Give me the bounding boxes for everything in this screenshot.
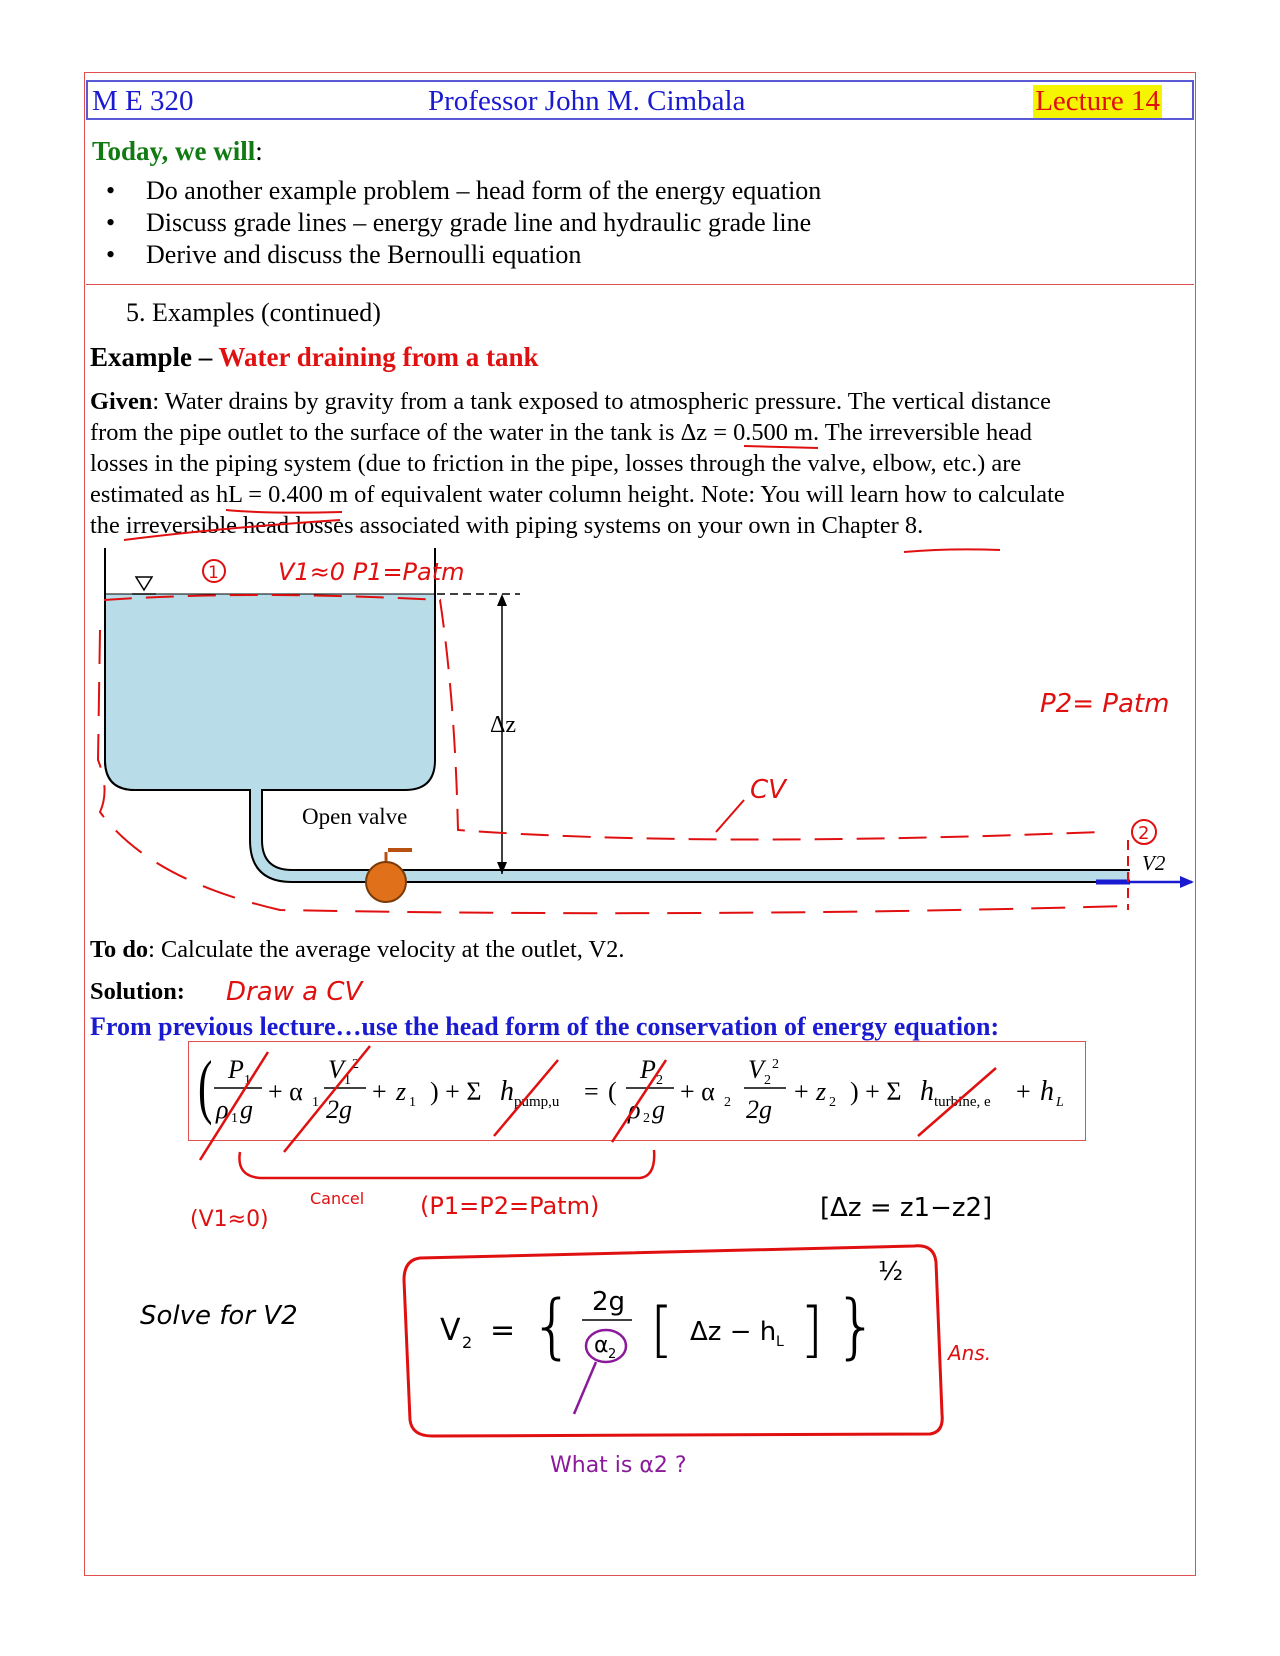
svg-text:1: 1	[344, 1073, 351, 1088]
svg-text:2: 2	[772, 1057, 779, 1072]
svg-text:2: 2	[724, 1095, 731, 1110]
svg-text:z: z	[816, 1077, 827, 1106]
svg-text:[: [	[650, 1295, 674, 1365]
svg-text:]: ]	[800, 1295, 824, 1365]
state-2-annotation: P2= Patm	[1040, 689, 1170, 719]
svg-text:+ α: + α	[680, 1077, 715, 1106]
svg-text:}: }	[834, 1285, 879, 1367]
svg-text:α: α	[594, 1333, 609, 1358]
cancel-strokes	[200, 1046, 996, 1178]
tank	[105, 548, 1130, 882]
valve-icon	[366, 850, 412, 902]
svg-text:V: V	[748, 1055, 764, 1084]
answer-equation	[440, 1257, 903, 1367]
svg-text:2: 2	[608, 1347, 617, 1362]
draw-cv-note: Draw a CV	[226, 977, 363, 1007]
cancel-note: Cancel	[310, 1189, 365, 1208]
svg-text:turbine, e: turbine, e	[934, 1094, 991, 1110]
previous-lecture-heading: From previous lecture…use the head form of the conservation of energy equation:	[90, 1012, 1000, 1041]
svg-text:+: +	[1016, 1077, 1031, 1106]
svg-text:Δz − h: Δz − h	[690, 1317, 777, 1347]
svg-text:2: 2	[462, 1333, 473, 1352]
professor-name: Professor John M. Cimbala	[428, 85, 746, 117]
delta-z-label: Δz	[490, 712, 517, 738]
svg-text:g: g	[240, 1095, 253, 1124]
svg-text:=: =	[584, 1077, 599, 1106]
svg-text:{: {	[530, 1285, 575, 1367]
state-1-annotation: V1≈0 P1=Patm	[278, 558, 465, 586]
svg-text:2: 2	[1138, 823, 1150, 844]
svg-text:2: 2	[764, 1073, 771, 1088]
svg-text:z: z	[396, 1077, 407, 1106]
svg-text:) + Σ: ) + Σ	[850, 1077, 902, 1106]
free-surface-icon	[132, 577, 156, 594]
v1-note: (V1≈0)	[190, 1207, 269, 1232]
svg-text:pump,u: pump,u	[514, 1094, 560, 1110]
cv-annotation: CV	[750, 775, 786, 805]
svg-text:+: +	[372, 1077, 387, 1106]
svg-text:V: V	[328, 1055, 344, 1084]
circled-number-2	[1132, 820, 1156, 844]
svg-text:+: +	[794, 1077, 809, 1106]
solve-note: Solve for V2	[140, 1301, 298, 1331]
svg-text:1: 1	[231, 1111, 238, 1126]
svg-text:1: 1	[409, 1095, 416, 1110]
lecture-number: Lecture 14	[1035, 85, 1160, 117]
underlines	[124, 446, 1000, 552]
today-heading: Today, we will:	[92, 136, 263, 166]
pressure-note: (P1=P2=Patm)	[420, 1192, 600, 1220]
answer-label: Ans.	[948, 1341, 992, 1365]
valve-label: Open valve	[302, 804, 408, 829]
outlet-velocity-label: V2	[1142, 851, 1166, 875]
example-title: Example – Water draining from a tank	[90, 342, 539, 372]
eq-term-p1: P	[228, 1055, 244, 1084]
svg-text:h: h	[500, 1076, 514, 1107]
course-code: M E 320	[92, 85, 194, 117]
svg-text:=: =	[490, 1313, 516, 1348]
svg-text:) + Σ: ) + Σ	[430, 1077, 482, 1106]
svg-text:+ α: + α	[268, 1077, 303, 1106]
svg-text:2: 2	[352, 1057, 359, 1072]
svg-text:V: V	[440, 1313, 461, 1348]
svg-text:g: g	[652, 1095, 665, 1124]
circled-number-1	[203, 560, 225, 583]
svg-text:½: ½	[878, 1257, 904, 1287]
svg-text:2: 2	[656, 1073, 663, 1088]
left-paren: (	[198, 1045, 213, 1126]
section-heading: 5. Examples (continued)	[126, 298, 381, 327]
solution-label: Solution:	[90, 978, 185, 1005]
svg-text:1: 1	[208, 563, 219, 583]
svg-text:1: 1	[244, 1073, 251, 1088]
svg-text:2: 2	[643, 1111, 650, 1126]
svg-text:L: L	[776, 1334, 784, 1350]
svg-text:L: L	[1056, 1095, 1064, 1110]
svg-text:P: P	[640, 1055, 656, 1084]
svg-text:ρ: ρ	[216, 1095, 229, 1124]
svg-text:h: h	[920, 1076, 934, 1107]
svg-text:(: (	[608, 1077, 617, 1106]
svg-text:2g: 2g	[326, 1095, 352, 1124]
svg-text:ρ: ρ	[628, 1095, 641, 1124]
svg-text:2g: 2g	[746, 1095, 772, 1124]
alpha-question: What is α2 ?	[550, 1453, 687, 1478]
svg-text:1: 1	[312, 1095, 319, 1110]
svg-text:2: 2	[829, 1095, 836, 1110]
svg-text:h: h	[1040, 1076, 1054, 1107]
todo-line: To do: Calculate the average velocity at the outlet, V2.	[90, 936, 625, 963]
given-paragraph: Given: Water drains by gravity from a tank exposed to atmospheric pressure. The vertical distance from the pipe outlet to the surface of the water in the tank is Δz = 0.500 m. The irreversible head losses in the piping system (due to friction in the pipe, losses through the valve, elbow, etc.) are estimated as hL = 0.400 m of equivalent water column height. Note: You will learn how to calculate the irreversible head losses associated with piping systems on your own in Chapter 8.	[90, 388, 1065, 539]
svg-text:2g: 2g	[592, 1287, 626, 1317]
delta-z-definition: [Δz = z1−z2]	[820, 1193, 993, 1223]
